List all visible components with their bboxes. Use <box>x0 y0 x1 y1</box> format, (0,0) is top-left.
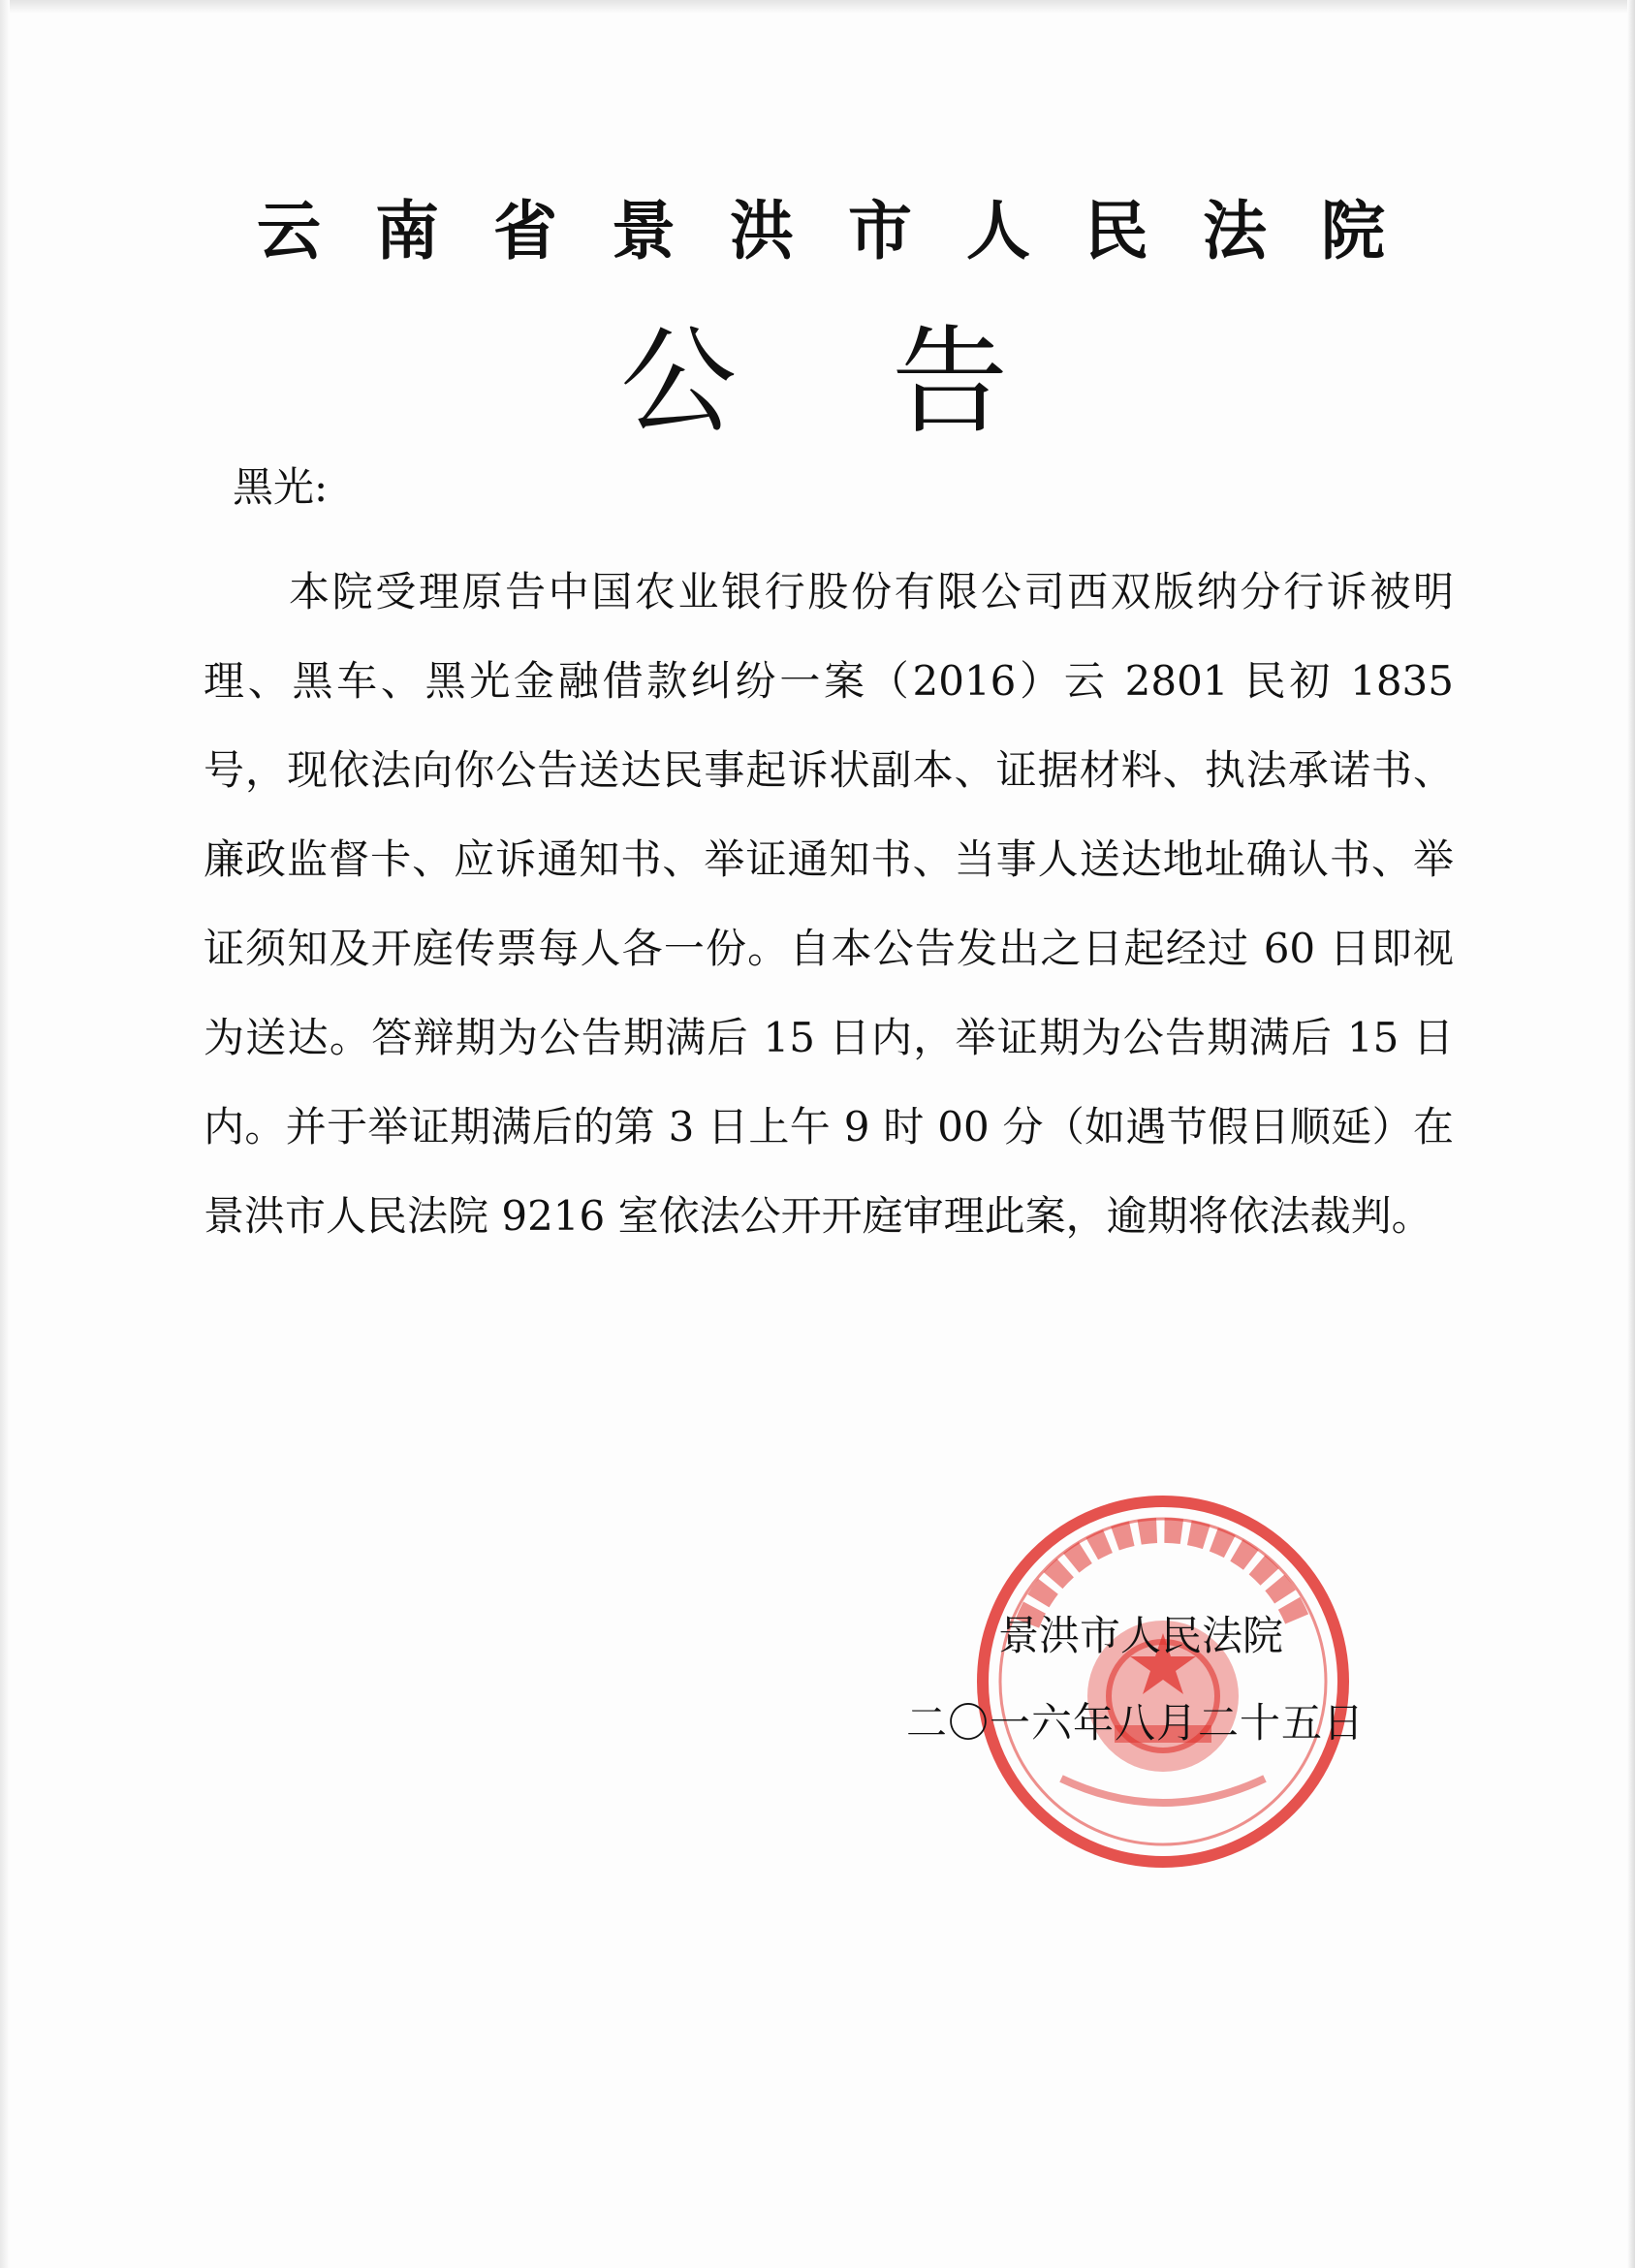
court-seal-icon <box>969 1488 1357 1875</box>
scan-edge-top <box>0 0 1635 14</box>
signature-date: 二〇一六年八月二十五日 <box>906 1699 1366 1747</box>
scan-edge-left <box>0 0 10 2268</box>
notice-body: 本院受理原告中国农业银行股份有限公司西双版纳分行诉被明理、黑车、黑光金融借款纠纷一案（2016）云 2801 民初 1835 号，现依法向你公告送达民事起诉状副本、证据材料、执法承诺书、廉政监督卡、应诉通知书、举证通知书、当事人送达地址确认书、举证须知及开庭传票每人各一份。自本公告发出之日起经过 60 日即视为送达。答辩期为公告期满后 15 日内，举证期为公告期满后 15 日内。并于举证期满后的第 3 日上午 9 时 00 分（如遇节假日顺延）在景洪市人民法院 9216 室依法公开开庭审理此案，逾期将依法裁判。 <box>204 568 1454 1240</box>
addressee: 黑光: <box>233 463 329 511</box>
signature-court: 景洪市人民法院 <box>998 1612 1284 1659</box>
scan-edge-right <box>1627 0 1635 2268</box>
notice-title: 公告 <box>620 315 1163 450</box>
court-header: 云南省景洪市人民法院 <box>257 193 1439 268</box>
